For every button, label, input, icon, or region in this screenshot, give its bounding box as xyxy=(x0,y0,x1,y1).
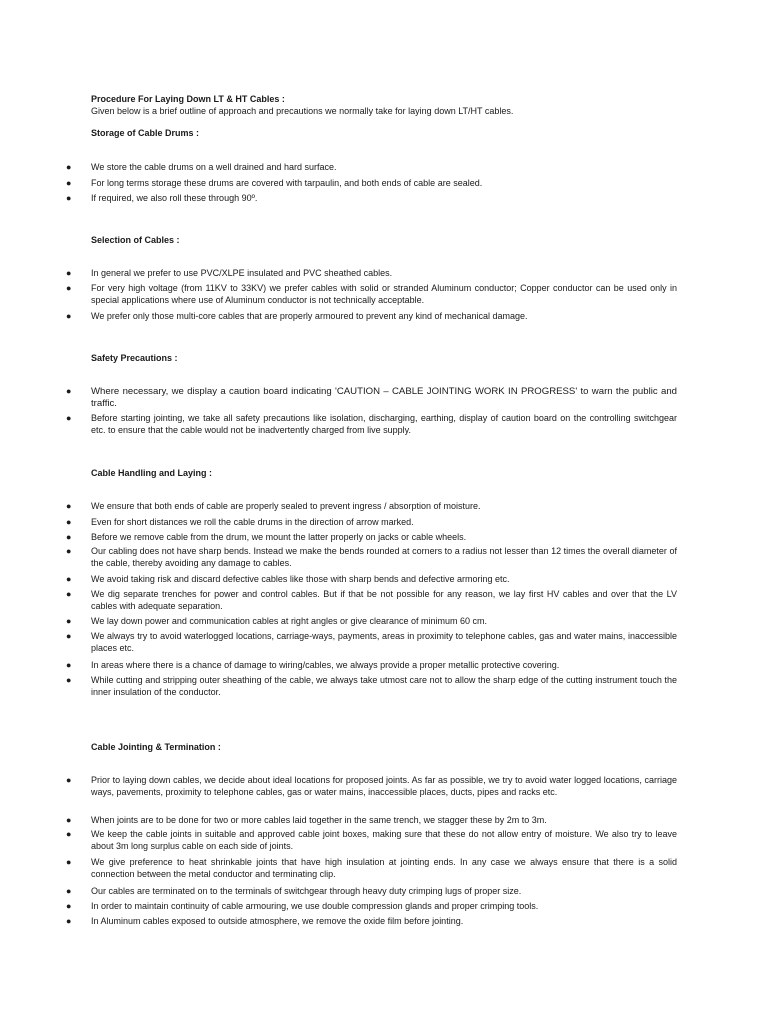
bullet: ● xyxy=(66,574,72,584)
list-item-text: Where necessary, we display a caution board indicating 'CAUTION – CABLE JOINTING WORK IN PROGRESS' to warn the public and traffic. xyxy=(91,386,677,409)
list-item-text: We store the cable drums on a well drained and hard surface. xyxy=(91,162,337,172)
list-item-text: We keep the cable joints in suitable and approved cable joint boxes, making sure that these do not allow entry of moisture. We also try to leave about 3m long surplus cable on each side of joints. xyxy=(91,829,677,851)
bullet: ● xyxy=(66,501,72,511)
section-heading-safety: Safety Precautions : xyxy=(91,353,178,363)
bullet: ● xyxy=(66,193,72,203)
list-item-text: Prior to laying down cables, we decide about ideal locations for proposed joints. As far as possible, we try to avoid water logged locations, carriage ways, pavements, proximity to telephone cables, gas or water mains, inaccessible places, ducts, pipes and racks etc. xyxy=(91,775,677,797)
bullet: ● xyxy=(66,546,72,556)
list-item-text: Our cabling does not have sharp bends. Instead we make the bends rounded at corners to a radius not lesser than 12 times the overall diameter of the cable, thereby avoiding any damage to cables. xyxy=(91,546,677,568)
list-item-text: In general we prefer to use PVC/XLPE insulated and PVC sheathed cables. xyxy=(91,268,393,278)
bullet: ● xyxy=(66,675,72,685)
bullet: ● xyxy=(66,631,72,641)
list-item-text: Before starting jointing, we take all safety precautions like isolation, discharging, earthing, display of caution board on the controlling switchgear etc. to ensure that the cable would not be inadvertently charged from live supply. xyxy=(91,413,677,435)
list-item-text: For long terms storage these drums are covered with tarpaulin, and both ends of cable are sealed. xyxy=(91,178,483,188)
bullet: ● xyxy=(66,589,72,599)
list-item-text: For very high voltage (from 11KV to 33KV) we prefer cables with solid or stranded Aluminum conductor; Copper conductor can be used only in special applications where use of Aluminum conductor is not technically acceptable. xyxy=(91,283,677,305)
list-item-text: We give preference to heat shrinkable joints that have high insulation at jointing ends. In any case we always ensure that there is a solid connection between the metal conductor and terminating clip. xyxy=(91,857,677,879)
list-item-text: In Aluminum cables exposed to outside atmosphere, we remove the oxide film before jointing. xyxy=(91,916,464,926)
list-item-text: We lay down power and communication cables at right angles or give clearance of minimum 60 cm. xyxy=(91,616,488,626)
list-item-text: We ensure that both ends of cable are properly sealed to prevent ingress / absorption of moisture. xyxy=(91,501,481,511)
bullet: ● xyxy=(66,829,72,839)
section-heading-jointing: Cable Jointing & Termination : xyxy=(91,742,221,752)
list-item-text: Even for short distances we roll the cable drums in the direction of arrow marked. xyxy=(91,517,414,527)
list-item-text: We avoid taking risk and discard defective cables like those with sharp bends and defective armoring etc. xyxy=(91,574,510,584)
bullet: ● xyxy=(66,268,72,278)
document-intro: Given below is a brief outline of approach and precautions we normally take for laying down LT/HT cables. xyxy=(91,106,514,116)
bullet: ● xyxy=(66,857,72,867)
section-heading-storage: Storage of Cable Drums : xyxy=(91,128,200,138)
bullet: ● xyxy=(66,886,72,896)
document-title: Procedure For Laying Down LT & HT Cables : xyxy=(91,94,285,104)
bullet: ● xyxy=(66,311,72,321)
section-heading-selection: Selection of Cables : xyxy=(91,235,180,245)
list-item-text: We always try to avoid waterlogged locations, carriage-ways, payments, areas in proximity to telephone cables, gas and water mains, inaccessible places etc. xyxy=(91,631,677,653)
bullet: ● xyxy=(66,660,72,670)
list-item-text: While cutting and stripping outer sheathing of the cable, we always take utmost care not to allow the sharp edge of the cutting instrument touch the inner insulation of the conductor. xyxy=(91,675,677,697)
bullet: ● xyxy=(66,162,72,172)
bullet: ● xyxy=(66,178,72,188)
section-heading-handling: Cable Handling and Laying : xyxy=(91,468,213,478)
bullet: ● xyxy=(66,532,72,542)
list-item-text: We dig separate trenches for power and control cables. But if that be not possible for any reason, we lay first HV cables and over that the LV cables with adequate separation. xyxy=(91,589,677,611)
bullet: ● xyxy=(66,775,72,785)
list-item-text: In areas where there is a chance of damage to wiring/cables, we always provide a proper metallic protective covering. xyxy=(91,660,560,670)
bullet: ● xyxy=(66,413,72,423)
list-item-text: Before we remove cable from the drum, we mount the latter properly on jacks or cable wheels. xyxy=(91,532,467,542)
bullet: ● xyxy=(66,517,72,527)
list-item-text: In order to maintain continuity of cable armouring, we use double compression glands and proper crimping tools. xyxy=(91,901,539,911)
bullet: ● xyxy=(66,815,72,825)
bullet: ● xyxy=(66,916,72,926)
list-item-text: When joints are to be done for two or more cables laid together in the same trench, we stagger these by 2m to 3m. xyxy=(91,815,547,825)
bullet: ● xyxy=(66,386,72,396)
list-item-text: We prefer only those multi-core cables that are properly armoured to prevent any kind of mechanical damage. xyxy=(91,311,528,321)
bullet: ● xyxy=(66,283,72,293)
list-item-text: Our cables are terminated on to the terminals of switchgear through heavy duty crimping lugs of proper size. xyxy=(91,886,522,896)
list-item-text: If required, we also roll these through 90º. xyxy=(91,193,258,203)
bullet: ● xyxy=(66,616,72,626)
bullet: ● xyxy=(66,901,72,911)
